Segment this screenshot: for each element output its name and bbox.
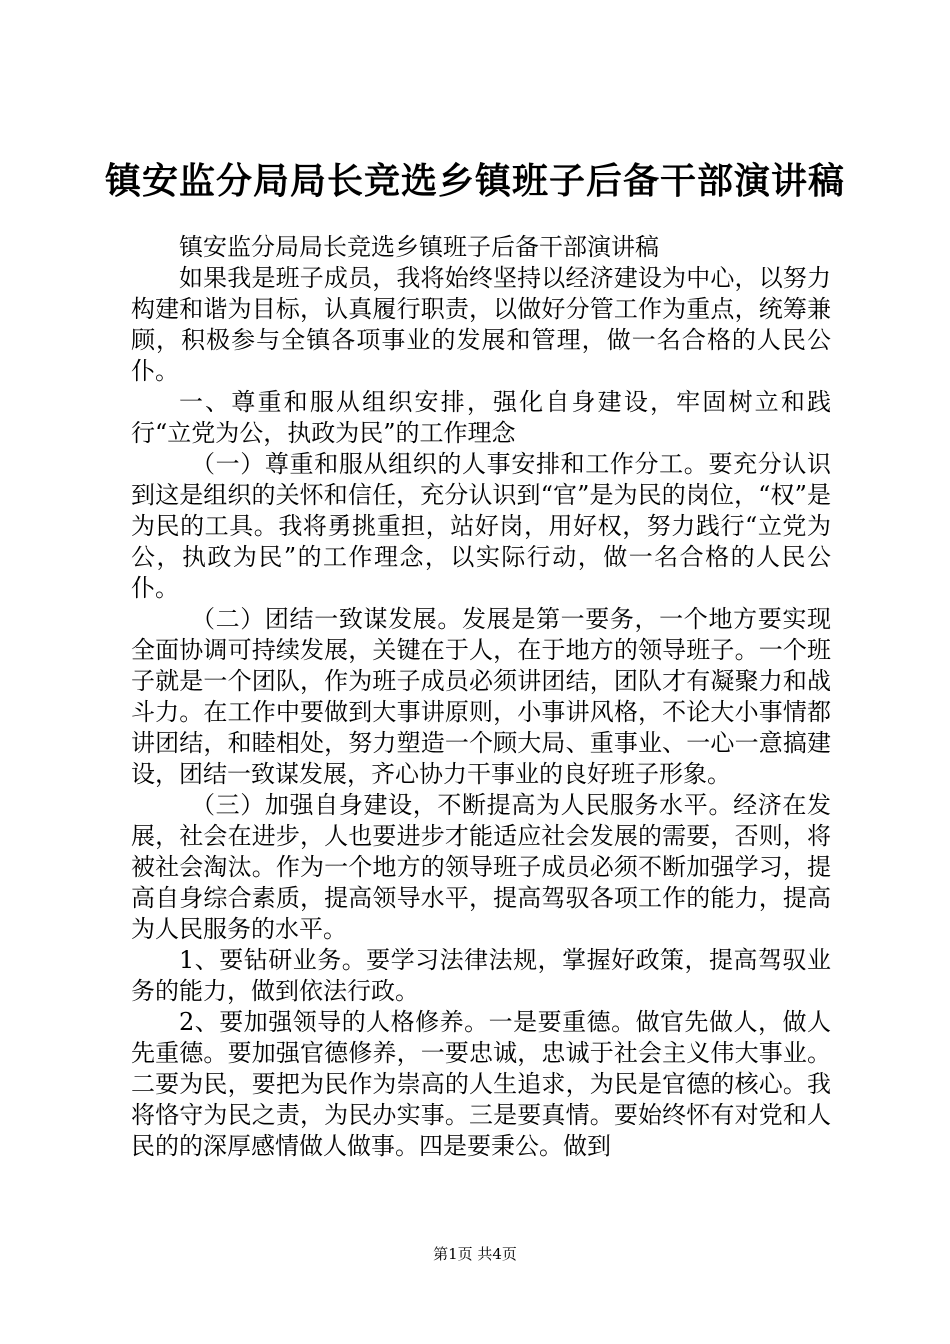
document-body [131,232,831,1162]
paragraph-subtitle: 镇安监分局局长竞选乡镇班子后备干部演讲稿 [179,233,659,261]
paragraph-subsection-two: （二）团结一致谋发展。发展是第一要务，一个地方要实现全面协调可持续发展，关键在于人，在于地方的领导班子。一个班子就是一个团队，作为班子成员必须讲团结，团队才有凝聚力和战斗力。在工作中要做到大事讲原则，小事讲风格，不论大小事情都讲团结，和睦相处，努力塑造一个顾大局、重事业、一心一意搞建设，团结一致谋发展，齐心协力干事业的良好班子形象。 [131,605,831,788]
paragraph-intro: 如果我是班子成员，我将始终坚持以经济建设为中心，以努力构建和谐为目标，认真履行职责，以做好分管工作为重点，统筹兼顾，积极参与全镇各项事业的发展和管理，做一名合格的人民公仆。 [131,264,831,385]
paragraph-section-one-heading: 一、尊重和服从组织安排，强化自身建设，牢固树立和践行“立党为公，执政为民”的工作理念 [131,388,831,447]
document-title: 镇安监分局局长竞选乡镇班子后备干部演讲稿 [104,161,845,202]
page-footer: 第1页 共4页 [433,1245,517,1263]
paragraph-subsection-three: （三）加强自身建设，不断提高为人民服务水平。经济在发展，社会在进步，人也要进步才能适应社会发展的需要，否则，将被社会淘汰。作为一个地方的领导班子成员必须不断加强学习，提高自身综合素质，提高领导水平，提高驾驭各项工作的能力，提高为人民服务的水平。 [131,791,831,943]
paragraph-item-one: 1、要钻研业务。要学习法律法规，掌握好政策，提高驾驭业务的能力，做到依法行政。 [131,946,831,1005]
paragraph-item-two: 2、要加强领导的人格修养。一是要重德。做官先做人，做人先重德。要加强官德修养，一要忠诚，忠诚于社会主义伟大事业。二要为民，要把为民作为崇高的人生追求，为民是官德的核心。我将恪守为民之责，为民办实事。三是要真情。要始终怀有对党和人民的的深厚感情做人做事。四是要秉公。做到 [131,1008,831,1160]
paragraph-subsection-one: （一）尊重和服从组织的人事安排和工作分工。要充分认识到这是组织的关怀和信任，充分认识到“官”是为民的岗位，“权”是为民的工具。我将勇挑重担，站好岗，用好权，努力践行“立党为公，执政为民”的工作理念，以实际行动，做一名合格的人民公仆。 [131,450,831,602]
